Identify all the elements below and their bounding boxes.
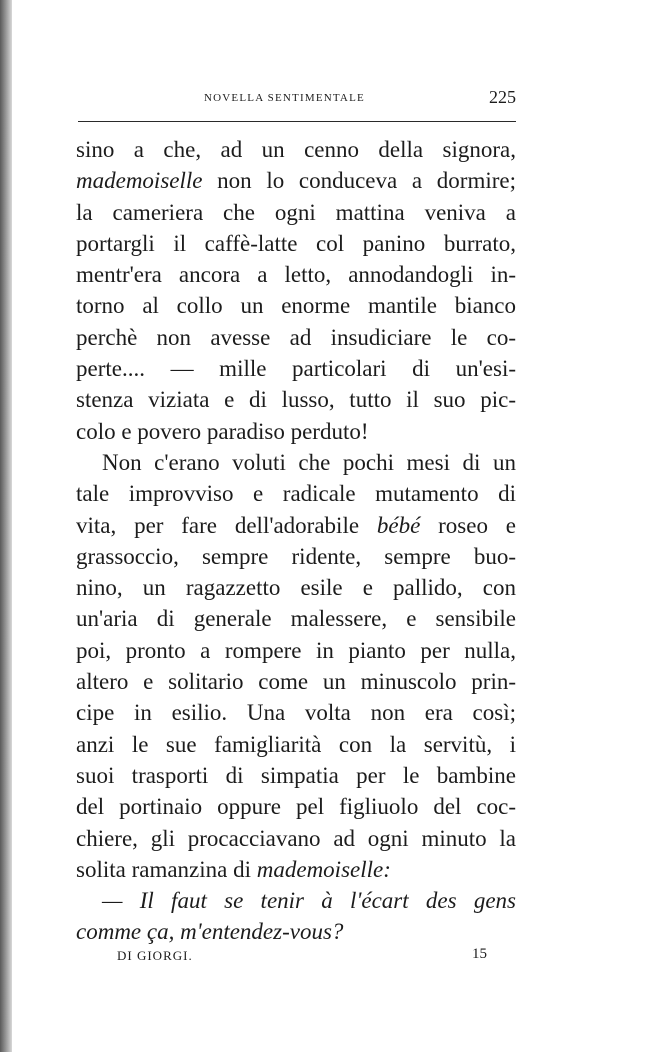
page-footer (117, 946, 487, 970)
text-line: grassoccio, sempre ridente, sempre buo- (76, 543, 516, 569)
text-line (76, 885, 516, 916)
text-line (76, 510, 516, 541)
text-line: torno al collo un enorme mantile bianco (76, 293, 516, 319)
body-text (76, 134, 516, 948)
signature-mark: DI GIORGI. (117, 948, 193, 963)
italic-line: comme ça, m'entendez-vous? (76, 919, 344, 945)
italic-word: mademoiselle: (256, 856, 391, 882)
text-line: poi, pronto a rompere in pianto per nulla, (76, 637, 516, 663)
text-line (76, 854, 516, 885)
text-line: tale improvviso e radicale mutamento di (76, 481, 516, 507)
text-line: altero e solitario come un minuscolo prin- (76, 669, 516, 695)
text-line: sino a che, ad un cenno della signora, (76, 137, 516, 162)
text-line: nino, un ragazzetto esile e pallido, con (76, 575, 516, 601)
italic-line: — Il faut se tenir à l'écart des gens (102, 888, 516, 914)
header-rule (78, 121, 516, 122)
running-header (80, 84, 516, 112)
text-line (76, 916, 516, 947)
text-line: Non c'erano voluti che pochi mesi di un (102, 449, 516, 475)
running-title: NOVELLA SENTIMENTALE (204, 92, 365, 104)
text-line: portargli il caffè-latte col panino burrato, (76, 230, 516, 256)
text-line: perte.... — mille particolari di un'esi- (76, 356, 516, 382)
sheet-number: 15 (472, 946, 487, 962)
text-line: suoi trasporti di simpatia per le bambine (76, 762, 516, 788)
text-line: un'aria di generale malessere, e sensibile (76, 606, 516, 632)
italic-word: mademoiselle (76, 168, 203, 194)
page-binding-edge (0, 0, 12, 1052)
text-span: vita, per fare dell'adorabile (76, 512, 377, 538)
page-number: 225 (489, 87, 516, 107)
italic-word: bébé (376, 512, 421, 538)
text-line (76, 165, 516, 196)
text-line: colo e povero paradiso perduto! (76, 418, 369, 444)
text-line: perchè non avesse ad insudiciare le co- (76, 324, 516, 350)
text-line: cipe in esilio. Una volta non era così; (76, 700, 516, 726)
text-span: roseo e (420, 512, 516, 538)
text-line: chiere, gli procacciavano ad ogni minuto la (76, 825, 516, 851)
text-line: mentr'era ancora a letto, annodandogli in- (76, 262, 516, 288)
text-span: solita ramanzina di (76, 856, 257, 882)
text-span: non lo conduceva a dormire; (202, 168, 516, 194)
text-line: del portinaio oppure pel figliuolo del coc- (76, 794, 516, 820)
text-line: stenza viziata e di lusso, tutto il suo pic- (76, 387, 516, 413)
text-line: anzi le sue famigliarità con la servitù, i (76, 731, 516, 757)
text-line: la cameriera che ogni mattina veniva a (76, 199, 516, 225)
